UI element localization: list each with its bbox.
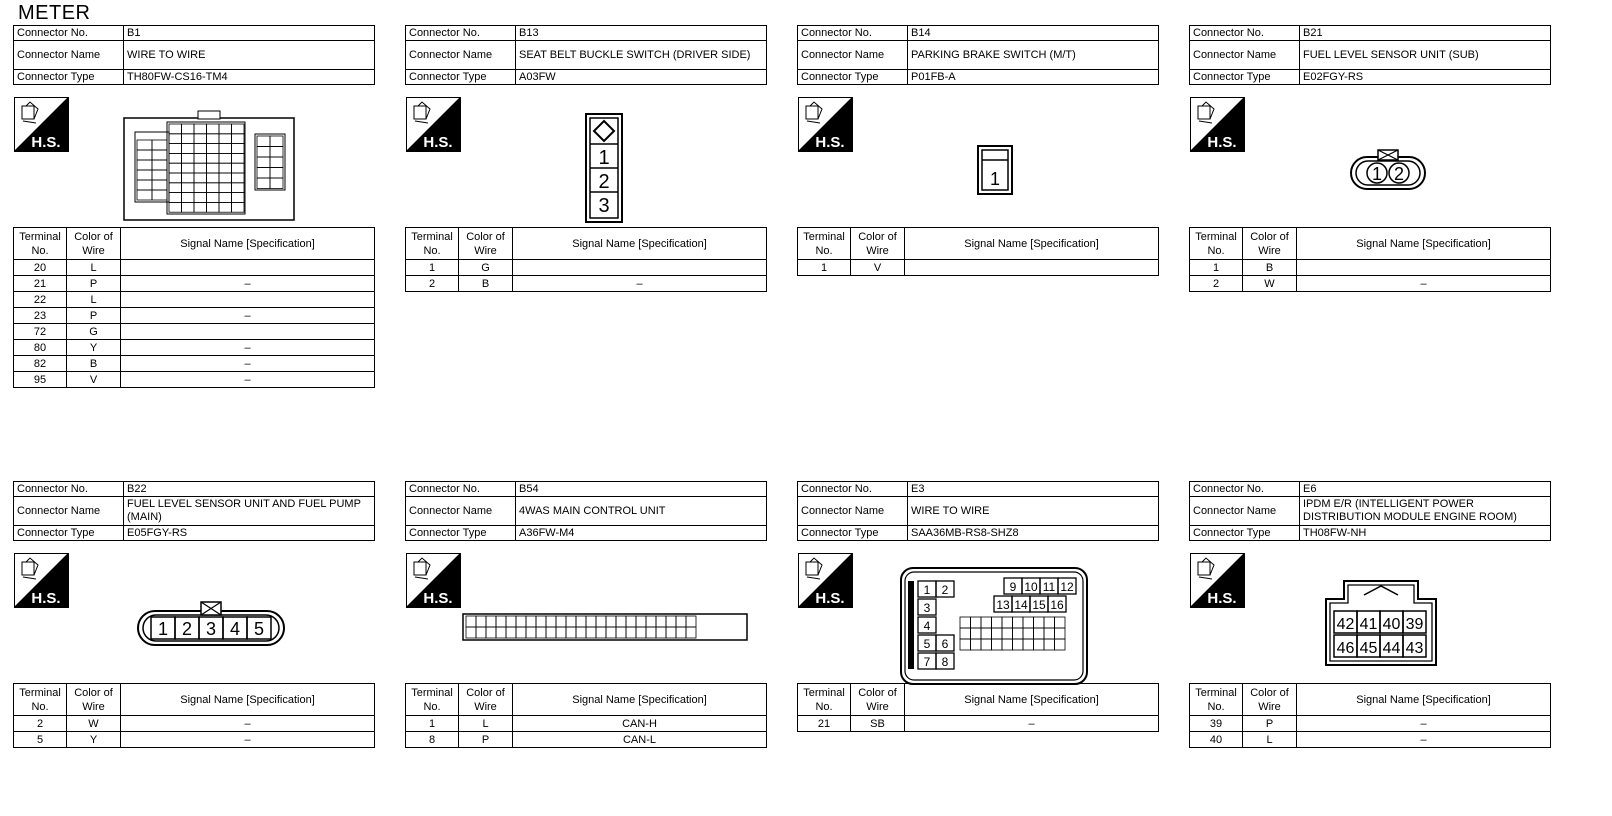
pin-label: 1 [1371,164,1383,184]
hs-label: H.S. [1207,134,1237,151]
wire-color-cell: L [67,260,121,276]
connector-no-value: E3 [908,482,1159,497]
pin-label: 2 [181,619,193,639]
terminal-table [13,227,375,388]
terminal-no-cell: 23 [14,308,67,324]
terminal-no-cell: 1 [406,260,459,276]
terminal-no-cell: 1 [1190,260,1243,276]
terminal-no-cell: 2 [406,276,459,292]
wire-color-cell: L [1243,732,1297,748]
color-of-wire-header: Color of Wire [851,228,905,260]
pin-label: 2 [941,583,949,597]
pin-label: 15 [1032,598,1046,612]
terminal-table [405,227,767,292]
terminal-no-cell: 40 [1190,732,1243,748]
signal-cell: – [121,716,375,732]
wire-color-cell: P [459,732,513,748]
color-of-wire-header: Color of Wire [1243,228,1297,260]
connector-name-label: Connector Name [406,41,516,70]
connector-info-table [13,25,375,85]
hs-label: H.S. [31,590,61,607]
signal-cell: – [121,732,375,748]
connector-face-e3 [900,567,1088,685]
table-row [14,732,375,748]
pin-label: 41 [1359,616,1378,633]
terminal-table [797,227,1159,276]
connector-type-label: Connector Type [14,70,124,85]
pin-label: 7 [923,655,931,669]
signal-cell [121,260,375,276]
table-row [406,276,767,292]
signal-cell: CAN-H [513,716,767,732]
table-row [14,324,375,340]
connector-name-label: Connector Name [798,41,908,70]
terminal-table [797,683,1159,732]
connector-card-b54 [405,481,767,746]
connector-name-value: SEAT BELT BUCKLE SWITCH (DRIVER SIDE) [516,41,767,70]
wire-color-cell: L [459,716,513,732]
wire-color-cell: V [851,260,905,276]
signal-cell [513,260,767,276]
connector-name-label: Connector Name [1190,497,1300,526]
connector-info-table [1189,25,1551,85]
connector-type-value: A36FW-M4 [516,526,767,541]
connector-no-label: Connector No. [1190,26,1300,41]
wire-color-cell: Y [67,340,121,356]
terminal-table [1189,227,1551,292]
pin-label: 46 [1336,640,1355,657]
pin-label: 4 [923,619,931,633]
signal-cell [905,260,1159,276]
terminal-no-cell: 21 [798,716,851,732]
connector-face-b54 [462,613,748,641]
color-of-wire-header: Color of Wire [459,684,513,716]
connector-type-value: A03FW [516,70,767,85]
connector-no-label: Connector No. [406,482,516,497]
wire-color-cell: B [1243,260,1297,276]
terminal-no-cell: 1 [798,260,851,276]
wire-color-cell: L [67,292,121,308]
pin-label: 39 [1405,616,1424,633]
pin-label: 4 [229,619,241,639]
hs-harness-side-icon [1190,97,1245,152]
connector-type-label: Connector Type [14,526,124,541]
terminal-no-cell: 5 [14,732,67,748]
wire-color-cell: G [459,260,513,276]
hs-harness-side-icon [14,97,69,152]
connector-name-label: Connector Name [14,41,124,70]
connector-type-value: E02FGY-RS [1300,70,1551,85]
connector-info-table [1189,481,1551,541]
terminal-no-cell: 1 [406,716,459,732]
pin-label: 16 [1050,598,1064,612]
pin-label: 9 [1009,580,1017,594]
color-of-wire-header: Color of Wire [851,684,905,716]
page-title: METER [18,2,91,24]
table-row [406,260,767,276]
signal-cell: CAN-L [513,732,767,748]
wire-color-cell: P [67,276,121,292]
pin-label: 5 [923,637,931,651]
connector-info-table [797,25,1159,85]
connector-face-b1 [123,110,295,222]
table-row [1190,716,1551,732]
connector-no-value: E6 [1300,482,1551,497]
connector-info-table [405,25,767,85]
table-row [1190,260,1551,276]
pin-label: 14 [1014,598,1028,612]
signal-cell: – [1297,716,1551,732]
hs-harness-side-icon [406,97,461,152]
table-row [798,716,1159,732]
pin-label: 2 [1393,164,1405,184]
connector-no-value: B14 [908,26,1159,41]
connector-face-e6 [1324,579,1438,667]
connector-type-label: Connector Type [406,526,516,541]
terminal-no-header: Terminal No. [406,228,459,260]
terminal-no-cell: 8 [406,732,459,748]
hs-harness-side-icon [798,97,853,152]
connector-face-b22 [136,599,286,649]
wire-color-cell: V [67,372,121,388]
connector-name-label: Connector Name [14,497,124,526]
table-row [14,356,375,372]
signal-cell: – [121,276,375,292]
terminal-no-header: Terminal No. [14,228,67,260]
signal-name-header: Signal Name [Specification] [121,228,375,260]
connector-type-value: TH08FW-NH [1300,526,1551,541]
connector-name-value: WIRE TO WIRE [124,41,375,70]
terminal-no-cell: 95 [14,372,67,388]
terminal-no-cell: 80 [14,340,67,356]
connector-card-e6 [1189,481,1551,746]
connector-no-label: Connector No. [406,26,516,41]
table-row [406,732,767,748]
connector-type-value: TH80FW-CS16-TM4 [124,70,375,85]
connector-card-b14 [797,25,1159,274]
color-of-wire-header: Color of Wire [1243,684,1297,716]
connector-name-value: PARKING BRAKE SWITCH (M/T) [908,41,1159,70]
color-of-wire-header: Color of Wire [67,684,121,716]
terminal-no-cell: 2 [1190,276,1243,292]
terminal-no-cell: 39 [1190,716,1243,732]
terminal-no-cell: 72 [14,324,67,340]
hs-harness-side-icon [1190,553,1245,608]
connector-type-value: P01FB-A [908,70,1159,85]
connector-name-label: Connector Name [406,497,516,526]
hs-harness-side-icon [406,553,461,608]
signal-cell [121,324,375,340]
connector-name-value: 4WAS MAIN CONTROL UNIT [516,497,767,526]
wire-color-cell: W [67,716,121,732]
pin-label: 1 [923,583,931,597]
connector-name-value: FUEL LEVEL SENSOR UNIT AND FUEL PUMP (MAIN) [124,497,375,526]
connector-card-b13 [405,25,767,290]
hs-label: H.S. [423,590,453,607]
wire-color-cell: P [67,308,121,324]
pin-label: 13 [996,598,1010,612]
terminal-no-header: Terminal No. [798,228,851,260]
table-row [14,308,375,324]
wire-color-cell: B [67,356,121,372]
signal-name-header: Signal Name [Specification] [1297,684,1551,716]
pin-label: 2 [598,171,610,193]
pin-label: 42 [1336,616,1355,633]
hs-label: H.S. [815,134,845,151]
pin-label: 44 [1382,640,1401,657]
pin-label: 3 [598,195,610,217]
pin-label: 6 [941,637,949,651]
hs-label: H.S. [31,134,61,151]
signal-cell: – [121,340,375,356]
connector-no-value: B13 [516,26,767,41]
wire-color-cell: W [1243,276,1297,292]
wire-color-cell: Y [67,732,121,748]
connector-info-table [797,481,1159,541]
connector-no-label: Connector No. [798,26,908,41]
table-row [14,716,375,732]
pin-label: 40 [1382,616,1401,633]
terminal-no-cell: 22 [14,292,67,308]
table-row [1190,732,1551,748]
connector-no-label: Connector No. [798,482,908,497]
hs-label: H.S. [423,134,453,151]
color-of-wire-header: Color of Wire [67,228,121,260]
connector-type-label: Connector Type [1190,70,1300,85]
connector-name-value: WIRE TO WIRE [908,497,1159,526]
table-row [798,260,1159,276]
pin-label: 5 [253,619,265,639]
connector-name-value: FUEL LEVEL SENSOR UNIT (SUB) [1300,41,1551,70]
wire-color-cell: B [459,276,513,292]
pin-label: 11 [1042,580,1056,594]
pin-label: 10 [1024,580,1038,594]
connector-type-value: SAA36MB-RS8-SHZ8 [908,526,1159,541]
table-row [14,372,375,388]
table-row [14,292,375,308]
connector-type-label: Connector Type [798,70,908,85]
connector-card-b22 [13,481,375,746]
connector-card-b1 [13,25,375,386]
signal-cell: – [121,372,375,388]
connector-info-table [13,481,375,541]
signal-name-header: Signal Name [Specification] [513,684,767,716]
connector-face-b21 [1349,148,1427,192]
terminal-no-cell: 20 [14,260,67,276]
terminal-table [1189,683,1551,748]
hs-harness-side-icon [14,553,69,608]
wire-color-cell: P [1243,716,1297,732]
signal-cell: – [905,716,1159,732]
color-of-wire-header: Color of Wire [459,228,513,260]
hs-label: H.S. [815,590,845,607]
connector-no-label: Connector No. [14,26,124,41]
hs-harness-side-icon [798,553,853,608]
signal-name-header: Signal Name [Specification] [121,684,375,716]
pin-label: 1 [598,147,610,169]
signal-cell [1297,260,1551,276]
pin-label: 43 [1405,640,1424,657]
terminal-no-header: Terminal No. [798,684,851,716]
pin-label: 3 [923,601,931,615]
connector-no-value: B54 [516,482,767,497]
signal-cell: – [121,356,375,372]
terminal-no-header: Terminal No. [1190,228,1243,260]
connector-no-value: B21 [1300,26,1551,41]
connector-type-label: Connector Type [798,526,908,541]
terminal-no-cell: 2 [14,716,67,732]
terminal-no-header: Terminal No. [406,684,459,716]
connector-type-value: E05FGY-RS [124,526,375,541]
hs-label: H.S. [1207,590,1237,607]
table-row [14,340,375,356]
terminal-no-cell: 82 [14,356,67,372]
table-row [14,260,375,276]
connector-type-label: Connector Type [1190,526,1300,541]
terminal-table [405,683,767,748]
connector-card-e3 [797,481,1159,730]
pin-label: 1 [989,169,1001,189]
connector-type-label: Connector Type [406,70,516,85]
table-row [14,276,375,292]
table-row [406,716,767,732]
signal-cell: – [1297,276,1551,292]
table-row [1190,276,1551,292]
connector-no-value: B1 [124,26,375,41]
signal-name-header: Signal Name [Specification] [905,684,1159,716]
connector-no-value: B22 [124,482,375,497]
terminal-no-header: Terminal No. [14,684,67,716]
connector-card-b21 [1189,25,1551,290]
pin-label: 12 [1060,580,1074,594]
signal-name-header: Signal Name [Specification] [513,228,767,260]
signal-cell: – [1297,732,1551,748]
connector-no-label: Connector No. [14,482,124,497]
wire-color-cell: SB [851,716,905,732]
connector-name-label: Connector Name [1190,41,1300,70]
signal-name-header: Signal Name [Specification] [905,228,1159,260]
pin-label: 8 [941,655,949,669]
wire-color-cell: G [67,324,121,340]
pin-label: 45 [1359,640,1378,657]
signal-cell [121,292,375,308]
terminal-no-header: Terminal No. [1190,684,1243,716]
connector-name-value: IPDM E/R (INTELLIGENT POWER DISTRIBUTION MODULE ENGINE ROOM) [1300,497,1551,526]
connector-info-table [405,481,767,541]
pin-label: 1 [157,619,169,639]
terminal-table [13,683,375,748]
signal-name-header: Signal Name [Specification] [1297,228,1551,260]
pin-label: 3 [205,619,217,639]
signal-cell: – [121,308,375,324]
connector-name-label: Connector Name [798,497,908,526]
connector-face-b13 [585,113,623,223]
connector-no-label: Connector No. [1190,482,1300,497]
signal-cell: – [513,276,767,292]
connector-face-b14 [977,145,1013,195]
terminal-no-cell: 21 [14,276,67,292]
